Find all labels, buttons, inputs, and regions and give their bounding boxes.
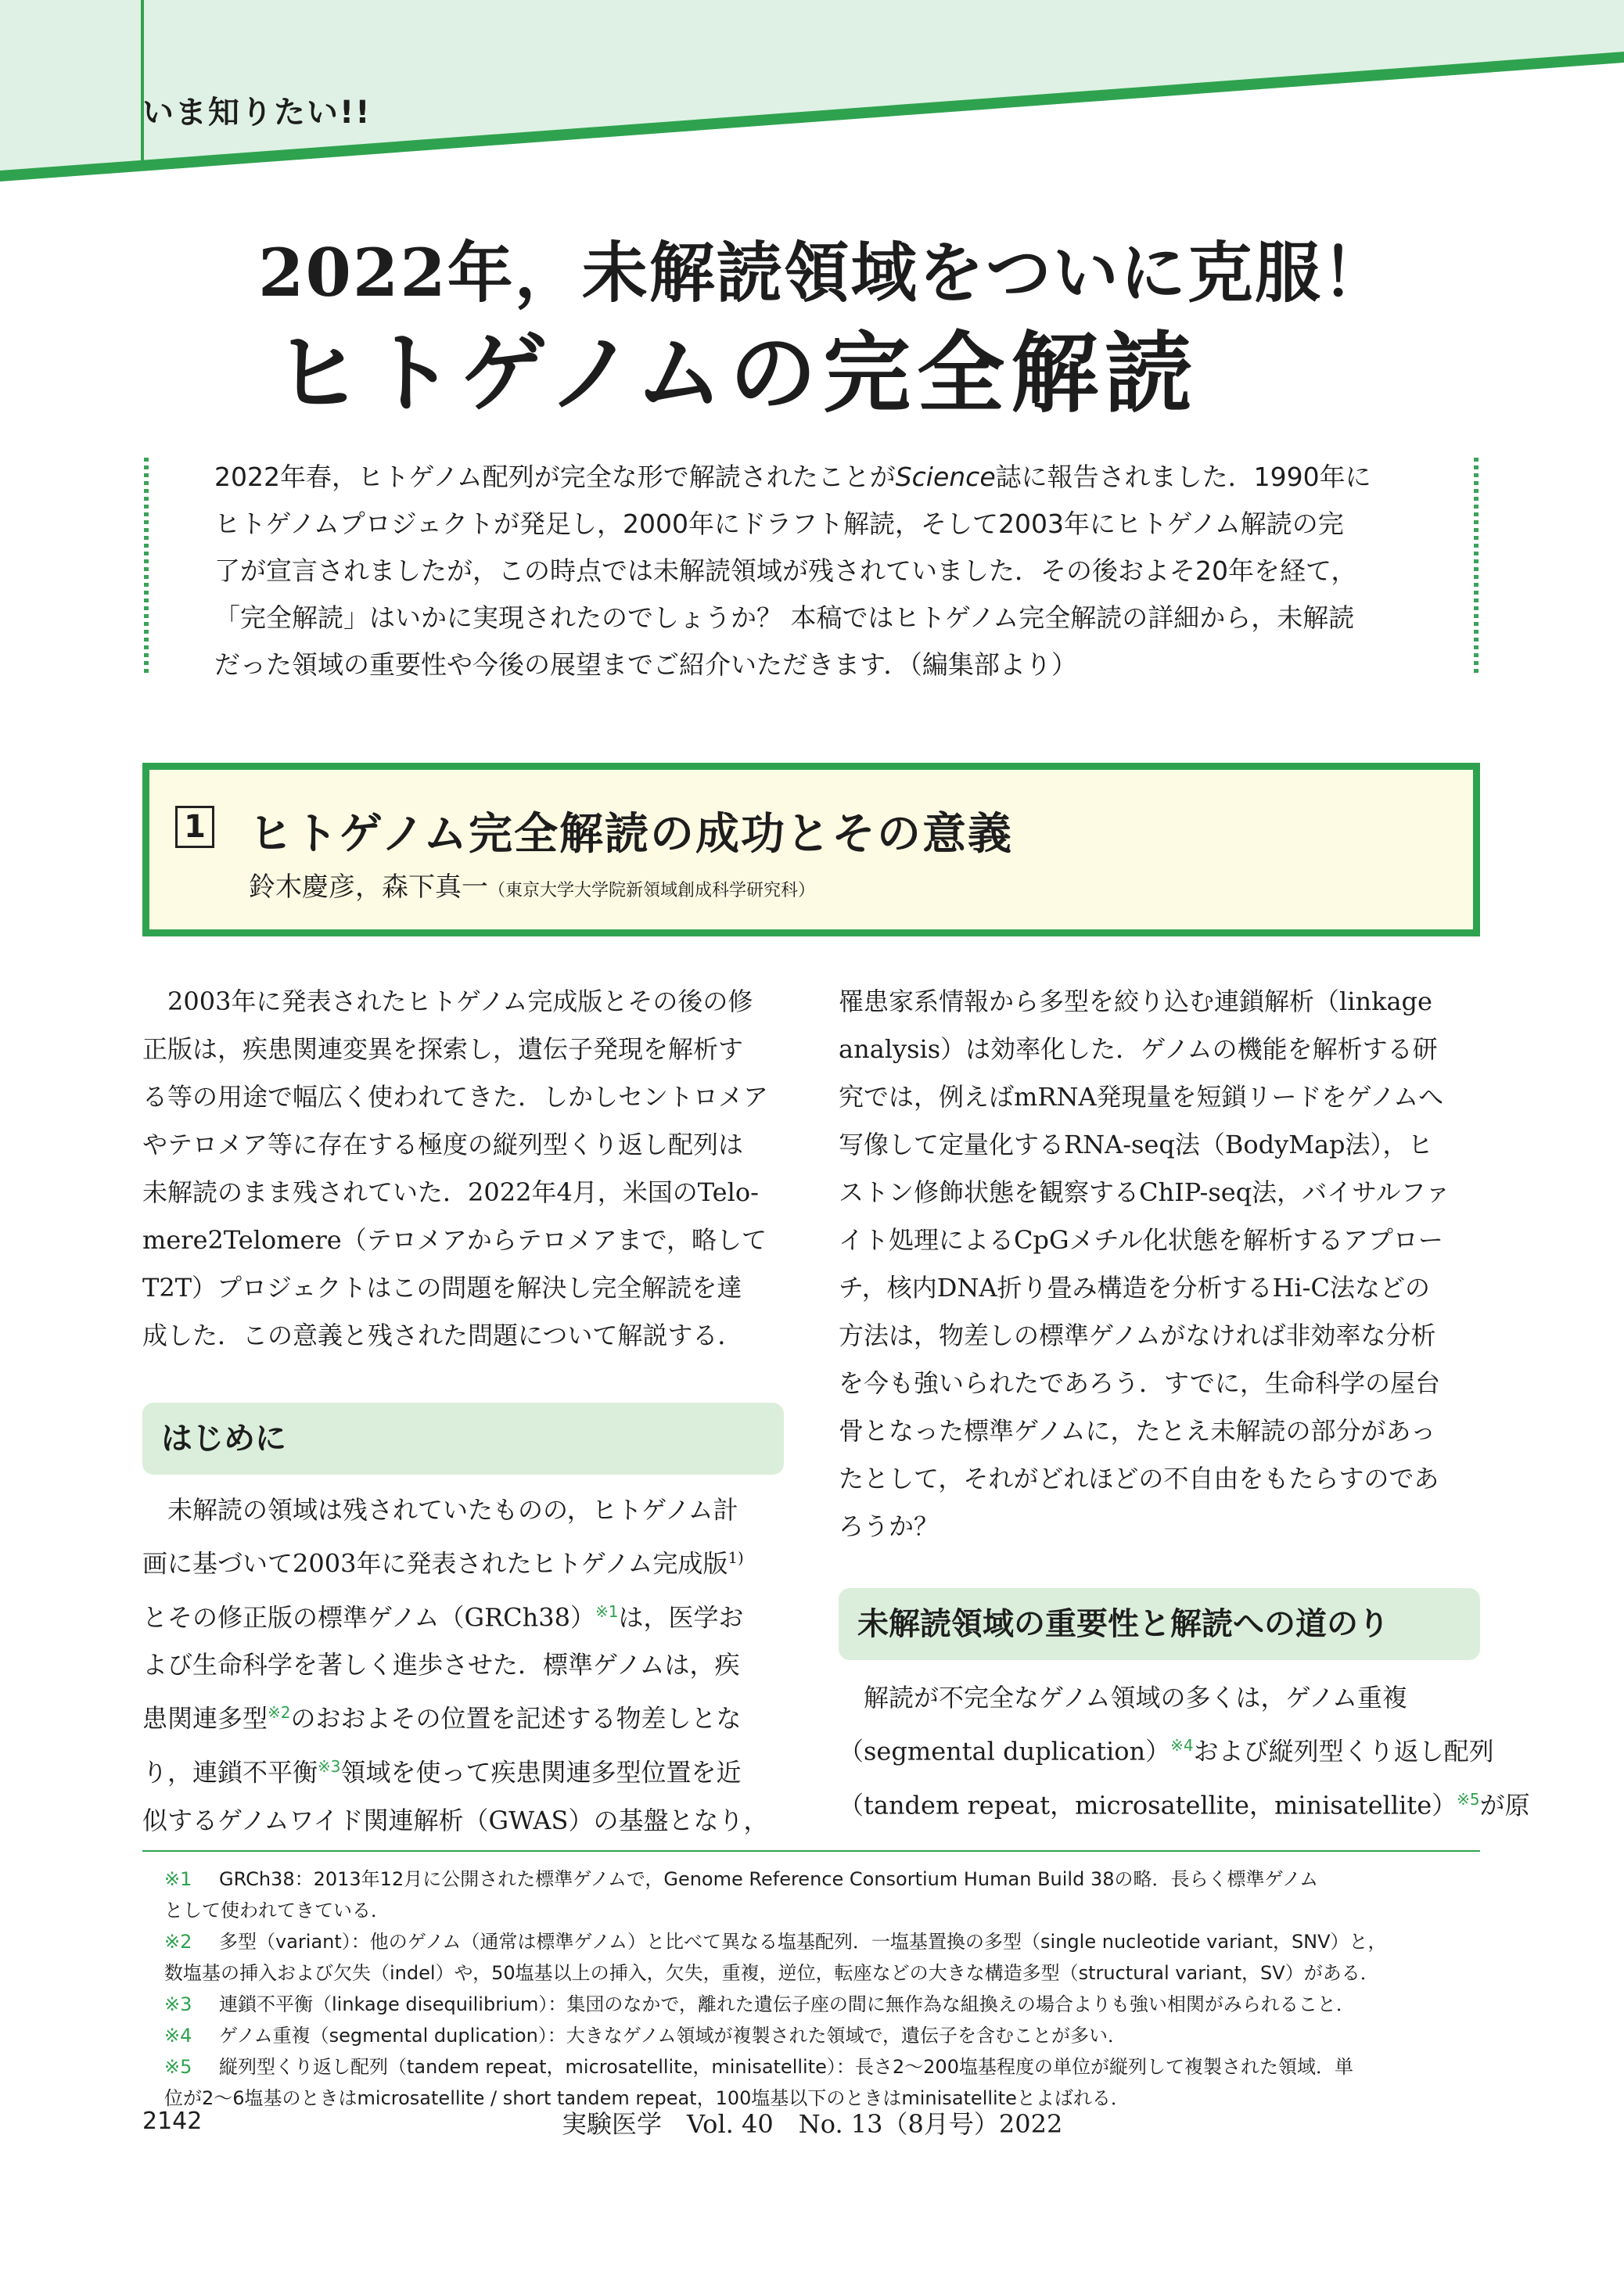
section-authors [249, 865, 815, 904]
subhead-importance: 未解読領域の重要性と解読への道のり [839, 1588, 1480, 1660]
body-line: T2T）プロジェクトはこの問題を解決し完全解読を達 [142, 1273, 742, 1303]
footnote-text: 多型（variant）：他のゲノム（通常は標準ゲノム）と比べて異なる塩基配列．一塩基置換の多型（single nucleotide variant，SNV）と， [219, 1931, 1387, 1953]
page-number: 2142 [142, 2108, 203, 2135]
footnote-line [164, 1957, 1478, 1989]
footnote-mark: ※1 [164, 1868, 192, 1890]
body-line [142, 1689, 792, 1743]
left-column-body [142, 1486, 792, 1845]
lead-line [214, 454, 1419, 501]
footnote-line [164, 2051, 1478, 2083]
footnote-text: GRCh38：2013年12月に公開された標準ゲノムで，Genome Reference Consortium Human Build 38の略．長らく標準ゲノム [219, 1868, 1319, 1890]
body-line [142, 1588, 792, 1642]
footnote-line [164, 1864, 1478, 1895]
right-column-top [839, 978, 1488, 1551]
body-line: 正版は，疾患関連変異を探索し，遺伝子発現を解析す [142, 1034, 744, 1064]
body-text: 画に基づいて2003年に発表されたヒトゲノム完成版 [142, 1548, 728, 1579]
reference-mark: 1) [728, 1548, 744, 1567]
author-names: 鈴木慶彦，森下真一 [249, 872, 488, 903]
footnotes [164, 1864, 1478, 2114]
lead-line: ヒトゲノムプロジェクトが発足し，2000年にドラフト解読，そして2003年にヒトゲノム解読の完 [214, 509, 1344, 539]
footnote-text: 位が2～6塩基のときはmicrosatellite / short tandem repeat，100塩基以下のときはminisatelliteとよばれる． [164, 2087, 1130, 2109]
body-text: が原 [1479, 1790, 1530, 1820]
body-line [142, 1743, 792, 1797]
body-line [839, 1722, 1494, 1776]
body-line: 似するゲノムワイド関連解析（GWAS）の基盤となり， [142, 1805, 769, 1835]
body-line: 成した．この意義と残された問題について解説する． [142, 1321, 743, 1350]
body-text: り，連鎖不平衡 [142, 1757, 318, 1788]
body-line: 罹患家系情報から多型を絞り込む連鎖解析（linkage [839, 987, 1432, 1016]
body-line: 解読が不完全なゲノム領域の多くは，ゲノム重複 [839, 1683, 1408, 1713]
body-line: よび生命科学を著しく進歩させた．標準ゲノムは，疾 [142, 1650, 740, 1680]
body-text: のおおよその位置を記述する物差しとな [290, 1703, 742, 1734]
title-line-2: ヒトゲノムの完全解読 [274, 322, 1199, 425]
body-line: 2003年に発表されたヒトゲノム完成版とその後の修 [142, 987, 753, 1016]
body-text: （segmental duplication） [839, 1736, 1171, 1766]
lead-line: 「完全解読」はいかに実現されたのでしょうか？ 本稿ではヒトゲノム完全解読の詳細から，未解読 [214, 602, 1355, 633]
body-line: 骨となった標準ゲノムに，たとえ未解読の部分があっ [839, 1416, 1436, 1446]
body-line: mere2Telomere（テロメアからテロメアまで，略して [142, 1225, 767, 1255]
footnote-text: 連鎖不平衡（linkage disequilibrium）：集団のなかで，離れた遺伝子座の間に無作為な組換えの場合よりも強い相関がみられること． [219, 1993, 1355, 2015]
body-line: 未解読の領域は残されていたものの，ヒトゲノム計 [142, 1495, 738, 1525]
body-line: イト処理によるCpGメチル化状態を解析するアプロー [839, 1225, 1443, 1255]
body-line: たとして，それがどれほどの不自由をもたらすのであ [839, 1464, 1439, 1493]
section-number: 1 [175, 806, 214, 848]
header-label: いま知りたい!! [142, 95, 372, 131]
body-line: ろうか？ [839, 1511, 940, 1541]
lead-text: 誌に報告されました．1990年に [995, 462, 1371, 492]
footnote-mark: ※2 [268, 1703, 291, 1723]
body-text: とその修正版の標準ゲノム（GRCh38） [142, 1602, 595, 1633]
body-line: analysis）は効率化した．ゲノムの機能を解析する研 [839, 1034, 1438, 1064]
body-line: 究では，例えばmRNA発現量を短鎖リードをゲノムへ [839, 1082, 1444, 1112]
lead-line: 了が宣言されましたが，この時点では未解読領域が残されていました．その後およそ20年を経て， [214, 555, 1357, 586]
lead-bar-left [144, 458, 149, 677]
body-text: 領域を使って疾患関連多型位置を近 [340, 1757, 742, 1788]
title-line-1: 2022年，未解読領域をついに克服！ [258, 234, 1389, 311]
footnote-line [164, 1989, 1478, 2020]
body-line: チ，核内DNA折り畳み構造を分析するHi-C法などの [839, 1273, 1430, 1303]
body-text: 患関連多型 [142, 1703, 268, 1734]
footnote-mark: ※5 [1457, 1789, 1480, 1809]
footnote-mark: ※5 [164, 2056, 192, 2078]
subhead-hajimeni: はじめに [142, 1403, 784, 1475]
left-column-intro [142, 978, 792, 1360]
footnote-text: として使われてきている． [164, 1899, 390, 1921]
footnote-mark: ※3 [164, 1993, 192, 2015]
body-line [142, 1534, 792, 1588]
footnote-mark: ※4 [164, 2025, 192, 2047]
footnote-mark: ※1 [595, 1601, 619, 1621]
footnote-rule [142, 1850, 1480, 1852]
body-line: る等の用途で幅広く使われてきた．しかしセントロメア [142, 1082, 769, 1112]
footnote-line [164, 2020, 1478, 2051]
body-text: （tandem repeat，microsatellite，minisatellite） [839, 1790, 1457, 1820]
lead-text: 2022年春，ヒトゲノム配列が完全な形で解読されたことが [214, 462, 896, 492]
footnote-text: 数塩基の挿入および欠失（indel）や，50塩基以上の挿入，欠失，重複，逆位，転座などの大きな構造多型（structural variant，SV）がある． [164, 1962, 1379, 1984]
body-text: および縦列型くり返し配列 [1193, 1736, 1494, 1766]
body-line [839, 1776, 1530, 1830]
body-line: やテロメア等に存在する極度の縦列型くり返し配列は [142, 1130, 744, 1159]
footnote-line [164, 1895, 1478, 1926]
footnote-text: 縦列型くり返し配列（tandem repeat，microsatellite，minisatellite）：長さ2～200塩基程度の単位が縦列して複製された領域．単 [219, 2056, 1353, 2078]
journal-footer: 実験医学 Vol. 40 No. 13（8月号）2022 [562, 2109, 1063, 2139]
body-line: 未解読のまま残されていた．2022年4月，米国のTelo- [142, 1177, 759, 1207]
footnote-mark: ※3 [318, 1756, 341, 1776]
footnote-line [164, 1926, 1478, 1957]
lead-line: だった領域の重要性や今後の展望までご紹介いただきます．（編集部より） [214, 649, 1077, 680]
footnote-mark: ※4 [1170, 1736, 1194, 1755]
body-text: は，医学お [618, 1602, 744, 1633]
body-line: ストン修飾状態を観察するChIP-seq法，バイサルファ [839, 1177, 1450, 1207]
section-title: ヒトゲノム完全解読の成功とその意義 [249, 809, 1014, 860]
body-line: 方法は，物差しの標準ゲノムがなければ非効率な分析 [839, 1321, 1436, 1350]
footnote-mark: ※2 [164, 1931, 192, 1953]
body-line: を今も強いられたであろう．すでに，生命科学の屋台 [839, 1368, 1440, 1398]
author-affiliation: （東京大学大学院新領域創成科学研究科） [488, 881, 816, 900]
body-line: 写像して定量化するRNA-seq法（BodyMap法），ヒ [839, 1130, 1433, 1159]
lead-bar-right [1474, 458, 1478, 677]
footnote-text: ゲノム重複（segmental duplication）：大きなゲノム領域が複製された領域で，遺伝子を含むことが多い． [219, 2025, 1126, 2047]
right-column-body [839, 1674, 1530, 1829]
lead-paragraph [214, 454, 1419, 688]
journal-name: Science [895, 462, 996, 492]
